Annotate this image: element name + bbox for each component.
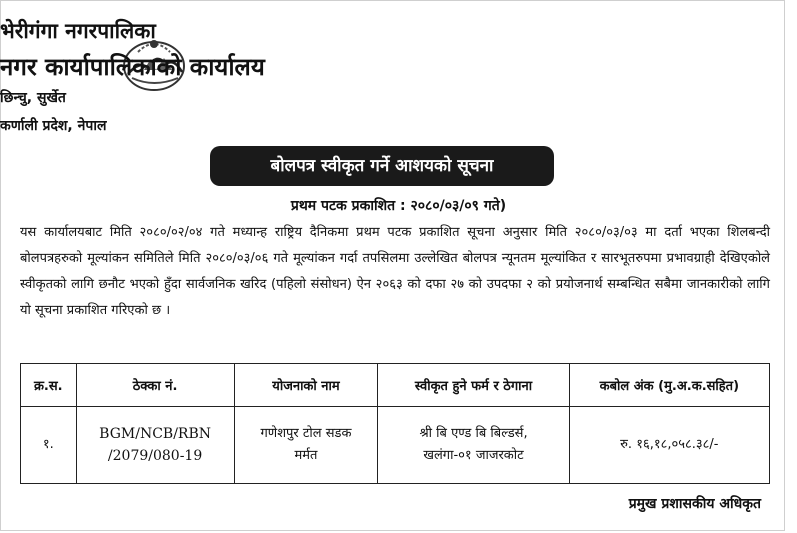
header-contract-no: ठेक्का नं.	[76, 364, 234, 407]
cell-firm-address	[378, 407, 569, 484]
firm-line1: श्री बि एण्ड बि बिल्डर्स,	[419, 426, 528, 441]
office-name: नगर कार्यापालिकाको कार्यालय	[0, 53, 265, 81]
header-project-name: योजनाको नाम	[234, 364, 378, 407]
contract-no-line1: BGM/NCB/RBN	[99, 426, 211, 442]
table-header-row	[21, 364, 770, 407]
table-row	[21, 407, 770, 484]
header-sn: क्र.स.	[21, 364, 77, 407]
project-name-line2: मर्मत	[294, 448, 318, 463]
municipality-name: भेरीगंगा नगरपालिका	[0, 19, 156, 43]
notice-body: यस कार्यालयबाट मिति २०८०/०२/०४ गते मध्यान्ह राष्ट्रिय दैनिकमा प्रथम पटक प्रकाशित सूचना अनुसार मिति २०८०/०३/०३ मा दर्ता भएका शिलबन्दी बोलपत्रहरुको मूल्यांकन समितिले मिति २०८०/०३/०६ गते मूल्यांकन गर्दा तपसिलमा उल्लेखित बोलपत्र न्यूनतम मूल्यांकित र सारभूतरुपमा प्रभावग्राही देखिएकोले स्वीकृतको लागि छनौट भएको हुँदा सार्वजनिक खरिद (पहिलो संसोधन) ऐन २०६३ को दफा २७ को उपदफा २ को प्रयोजनार्थ सम्बन्धित सबैमा जानकारीको लागि यो सूचना प्रकाशित गरिएको छ ।	[20, 225, 770, 318]
signatory-title: प्रमुख प्रशासकीय अधिकृत	[628, 496, 761, 512]
province-name: कर्णाली प्रदेश, नेपाल	[0, 118, 107, 134]
notice-title: बोलपत्र स्वीकृत गर्ने आशयको सूचना	[210, 146, 554, 186]
cell-sn: १.	[21, 407, 77, 484]
cell-bid-amount: रु. १६,१८,०५८.३८/-	[569, 407, 769, 484]
office-location: छिन्चु, सुर्खेत	[0, 90, 66, 106]
firm-line2: खलंगा-०१ जाजरकोट	[423, 448, 524, 463]
cell-project-name	[234, 407, 378, 484]
project-name-line1: गणेशपुर टोल सडक	[260, 426, 352, 441]
bid-table	[20, 363, 770, 484]
header-bid-amount: कबोल अंक (मु.अ.क.सहित)	[569, 364, 769, 407]
contract-no-line2: /2079/080-19	[107, 448, 203, 464]
header-firm-address: स्वीकृत हुने फर्म र ठेगाना	[378, 364, 569, 407]
cell-contract-no	[76, 407, 234, 484]
published-date: प्रथम पटक प्रकाशित : २०८०/०३/०९ गते)	[290, 198, 507, 214]
